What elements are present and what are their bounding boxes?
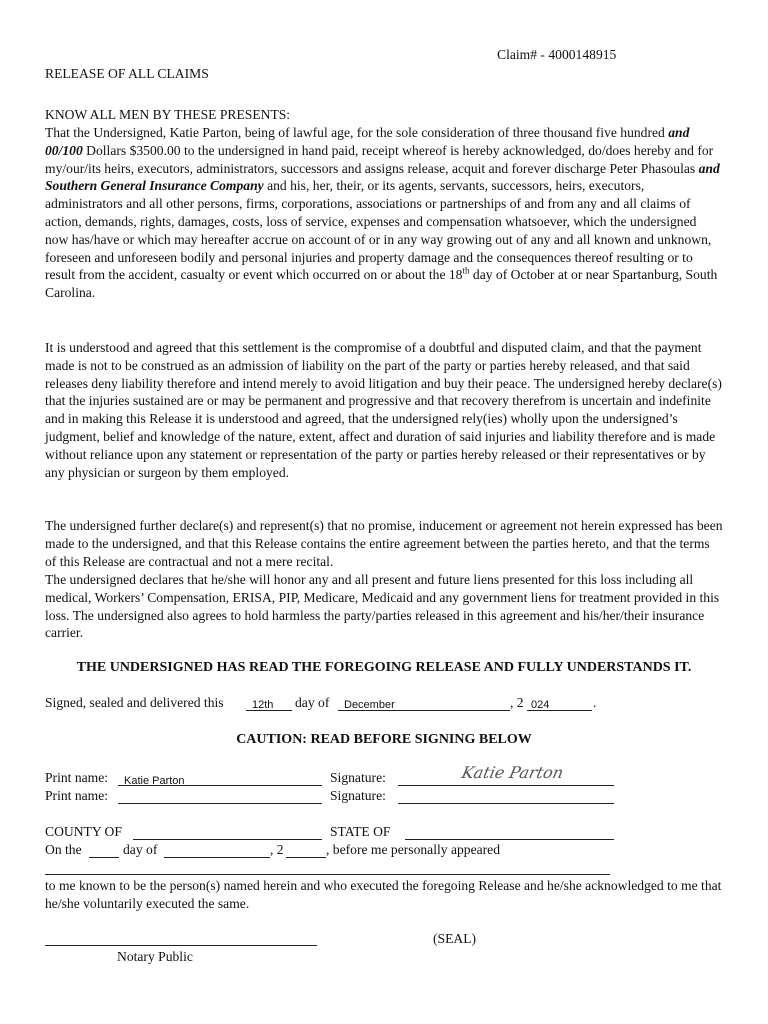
on-the-day-line <box>89 857 119 858</box>
signature-label-2: Signature: <box>330 788 386 803</box>
handwritten-signature: Katie Parton <box>459 763 566 782</box>
paragraph-settlement: It is understood and agreed that this settlement is the compromise of a doubtful and disputed claim, and that the payment made is not to be construed as an admission of liability on the part of the party or parties hereby released, and that said releases deny liability therefore and intend merely to avoid litigation and buy their peace. The undersigned hereby declare(s) that the injuries sustained are or may be permanent and progressive and that recovery therefrom is uncertain and indefinite and in making this Release it is understood and agreed, that the undersigned rely(ies) wholly upon the undersigned’s judgment, belief and knowledge of the nature, extent, affect and duration of said injuries and liability therefore and is made without reliance upon any statement or representation of the party or parties hereby released or their representatives or by any physician or surgeon by them employed. <box>45 340 722 480</box>
county-line <box>133 839 322 840</box>
on-the-appeared: , before me personally appeared <box>326 842 500 857</box>
claim-number: Claim# - 4000148915 <box>497 47 617 62</box>
on-the-day-of: day of <box>123 842 158 857</box>
print-name-label-1: Print name: <box>45 770 109 785</box>
opening-line: KNOW ALL MEN BY THESE PRESENTS: <box>45 107 291 122</box>
signature-line-1 <box>398 785 614 786</box>
on-the-year-prefix: , 2 <box>270 842 284 857</box>
signature-label-1: Signature: <box>330 770 386 785</box>
signed-day-value: 12th <box>252 699 274 711</box>
seal-label: (SEAL) <box>433 931 477 946</box>
acknowledgement-heading: THE UNDERSIGNED HAS READ THE FOREGOING RELEASE AND FULLY UNDERSTANDS IT. <box>76 660 692 675</box>
signature-line-2 <box>398 803 614 804</box>
appearing-person-line <box>45 874 610 875</box>
caution-heading: CAUTION: READ BEFORE SIGNING BELOW <box>236 732 532 747</box>
print-name-line-2 <box>118 803 322 804</box>
print-name-label-2: Print name: <box>45 788 109 803</box>
print-name-value: Katie Parton <box>124 775 185 787</box>
paragraph-consideration: That the Undersigned, Katie Parton, being of lawful age, for the sole consideration of three thousand five hundred and 00/100 Dollars $3500.00 to the undersigned in hand paid, receipt whereof is hereby acknowledged, do/does hereby and for my/our/its heirs, executors, administrators, successors and assigns release, acquit and forever discharge Peter Phasoulas and Southern General Insurance Company and his, her, their, or its agents, servants, successors, heirs, executors, administrators and all other persons, firms, corporations, associations or partnerships of and from any and all claims of action, demands, rights, damages, costs, loss of service, expenses and compensation whatsoever, which the undersigned now has/have or which may hereafter accrue on account of or in any way growing out of any and all known and unknown, foreseen and unforeseen bodily and personal injuries and property damage and the consequences thereof resulting or to result from the accident, casualty or event which occurred on or about the 18th day of October at or near Spartanburg, South Carolina. <box>45 125 720 301</box>
notary-signature-line <box>45 945 317 946</box>
notary-statement: to me known to be the person(s) named herein and who executed the foregoing Release and he/she acknowledged to me that he/she voluntarily executed the same. <box>45 878 722 911</box>
signed-line-prefix: Signed, sealed and delivered this <box>45 695 224 710</box>
signed-line-end: . <box>593 695 597 710</box>
on-the-year-line <box>286 857 326 858</box>
signed-day-of: day of <box>295 695 330 710</box>
state-line <box>405 839 614 840</box>
paragraph-representations: The undersigned further declare(s) and represent(s) that no promise, inducement or agreement not herein expressed has been made to the undersigned, and that this Release contains the entire agreement between the parties hereto, and that the terms of this Release are contractual and not a mere recital. <box>45 518 723 569</box>
signed-year-value: 024 <box>531 699 550 711</box>
document-title: RELEASE OF ALL CLAIMS <box>45 66 209 81</box>
signed-month-value: December <box>344 699 395 711</box>
county-label: COUNTY OF <box>45 824 122 839</box>
paragraph-liens: The undersigned declares that he/she will honor any and all present and future liens presented for this loss including all medical, Workers’ Compensation, ERISA, PIP, Medicare, Medicaid and any government liens for treatment provided in this loss. The undersigned also agrees to hold harmless the party/parties released in this agreement and his/her/their insurance carrier. <box>45 572 720 641</box>
on-the-month-line <box>164 857 270 858</box>
notary-public-label: Notary Public <box>117 949 193 964</box>
state-label: STATE OF <box>330 824 391 839</box>
on-the-label: On the <box>45 842 82 857</box>
signed-year-prefix: , 2 <box>510 695 524 710</box>
